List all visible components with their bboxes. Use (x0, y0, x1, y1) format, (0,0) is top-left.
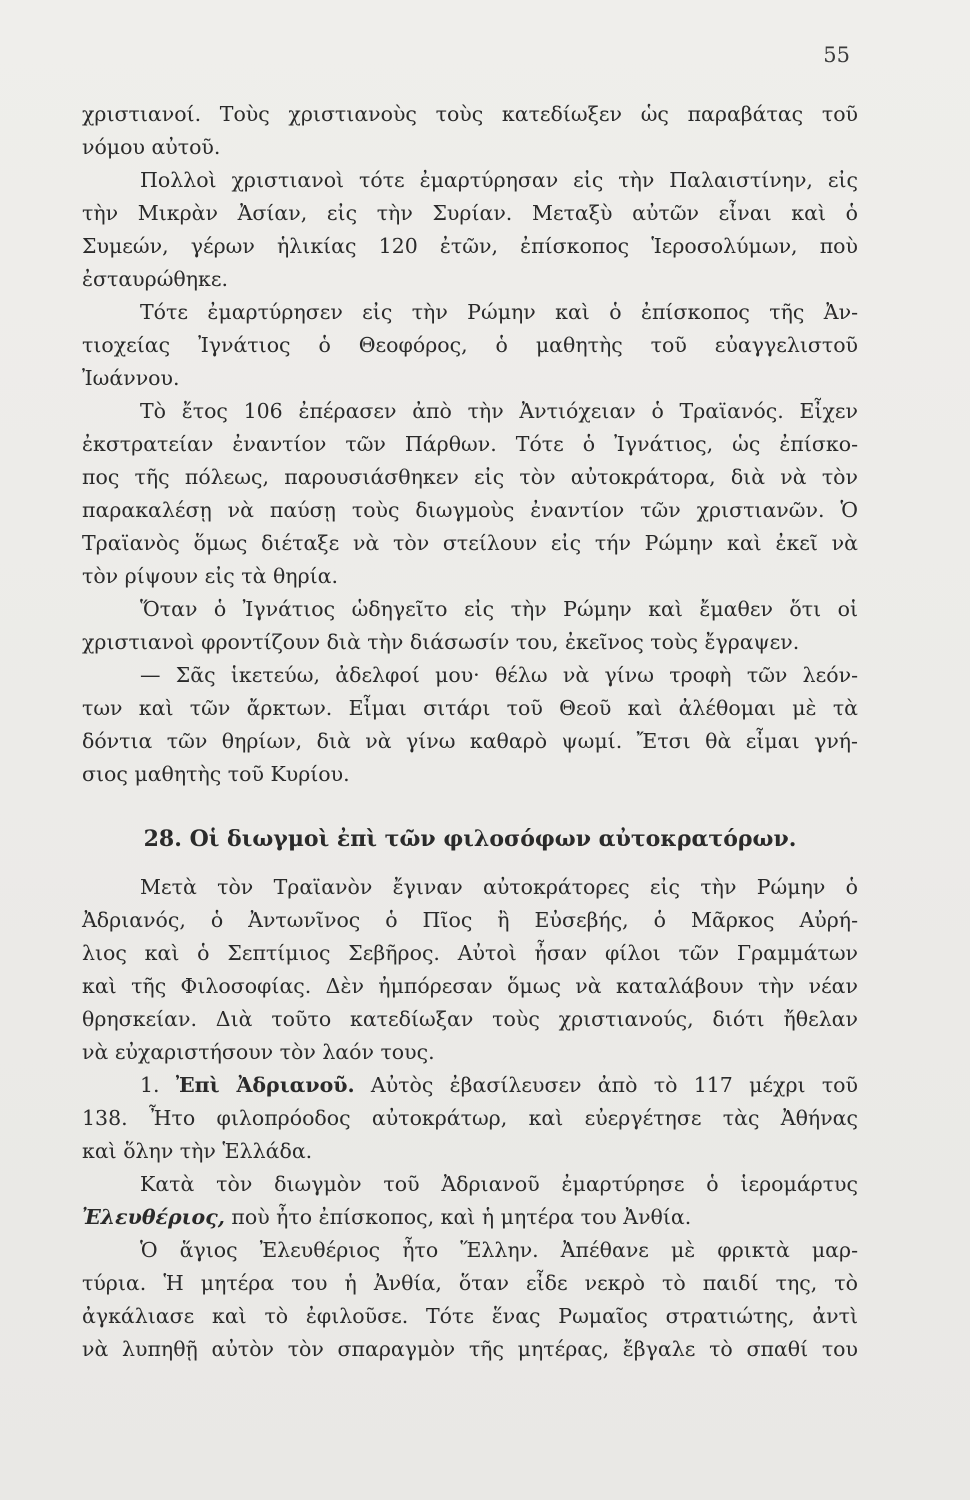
text-line: Κατὰ τὸν διωγμὸν τοῦ Ἀδριανοῦ ἐμαρτύρησε ὁ ἱερομάρτυς (140, 1172, 858, 1196)
text-run: ποὺ ἦτο ἐπίσκοπος, καὶ ἡ μητέρα του Ἀνθία. (224, 1205, 692, 1229)
text-line: — Σᾶς ἱκετεύω, ἀδελφοί μου· θέλω νὰ γίνω τροφὴ τῶν λεόν- (140, 663, 858, 687)
text-line: καὶ ὅλην τὴν Ἑλλάδα. (82, 1139, 313, 1163)
text-line: Ὁ ἅγιος Ἐλευθέριος ἦτο Ἕλλην. Ἀπέθανε μὲ φρικτὰ μαρ- (140, 1238, 858, 1262)
text-line: των καὶ τῶν ἄρκτων. Εἶμαι σιτάρι τοῦ Θεοῦ καὶ ἀλέθομαι μὲ τὰ (82, 696, 858, 720)
section-heading (82, 819, 858, 859)
text-run: Αὐτὸς ἐβασίλευσεν ἀπὸ τὸ 117 μέχρι τοῦ (354, 1073, 858, 1097)
spacer (82, 791, 858, 819)
text-line (82, 1201, 858, 1234)
text-line: νὰ λυπηθῇ αὐτὸν τὸν σπαραγμὸν τῆς μητέρας, ἔβγαλε τὸ σπαθί του (82, 1337, 858, 1361)
text-line: δόντια τῶν θηρίων, διὰ νὰ γίνω καθαρὸ ψωμί. Ἔτσι θὰ εἶμαι γνή- (82, 729, 858, 753)
emphasized-name: Ἐλευθέριος, (82, 1205, 225, 1229)
text-line: χριστιανοὶ φροντίζουν διὰ τὴν διάσωσίν του, ἐκεῖνος τοὺς ἔγραψεν. (82, 630, 800, 654)
text-line: ἐκστρατείαν ἐναντίον τῶν Πάρθων. Τότε ὁ Ἰγνάτιος, ὡς ἐπίσκο- (82, 432, 858, 456)
section-number: 28. (143, 826, 182, 852)
text-line: τὴν Μικρὰν Ἀσίαν, εἰς τὴν Συρίαν. Μεταξὺ αὐτῶν εἶναι καὶ ὁ (82, 201, 858, 225)
text-line: παρακαλέσῃ νὰ παύσῃ τοὺς διωγμοὺς ἐναντίον τῶν χριστιανῶν. Ὁ (82, 498, 858, 522)
text-line: τὸν ρίψουν εἰς τὰ θηρία. (82, 564, 339, 588)
text-line: λιος καὶ ὁ Σεπτίμιος Σεβῆρος. Αὐτοὶ ἦσαν φίλοι τῶν Γραμμάτων (82, 941, 858, 965)
text-line: χριστιανοί. Τοὺς χριστιανοὺς τοὺς κατεδίωξεν ὡς παραβάτας τοῦ (82, 102, 858, 126)
text-line: τιοχείας Ἰγνάτιος ὁ Θεοφόρος, ὁ μαθητὴς τοῦ εὐαγγελιστοῦ (82, 333, 858, 357)
text-line: σιος μαθητὴς τοῦ Κυρίου. (82, 762, 350, 786)
text-line: 138. Ἦτο φιλοπρόοδος αὐτοκράτωρ, καὶ εὐεργέτησε τὰς Ἀθήνας (82, 1106, 858, 1130)
text-line: νὰ εὐχαριστήσουν τὸν λαόν τους. (82, 1040, 435, 1064)
text-line: τύρια. Ἡ μητέρα του ἡ Ἀνθία, ὅταν εἶδε νεκρὸ τὸ παιδί της, τὸ (82, 1271, 858, 1295)
text-line: ἀγκάλιασε καὶ τὸ ἐφιλοῦσε. Τότε ἕνας Ρωμαῖος στρατιώτης, ἀντὶ (82, 1304, 858, 1328)
subsection-number: 1. (140, 1073, 160, 1097)
text-line: θρησκείαν. Διὰ τοῦτο κατεδίωξαν τοὺς χριστιανούς, διότι ἤθελαν (82, 1007, 858, 1031)
page-number: 55 (823, 43, 850, 67)
text-line: Ὅταν ὁ Ἰγνάτιος ὡδηγεῖτο εἰς τὴν Ρώμην καὶ ἔμαθεν ὅτι οἱ (140, 597, 858, 621)
text-line: Τραϊανὸς ὅμως διέταξε νὰ τὸν στείλουν εἰς τήν Ρώμην καὶ ἐκεῖ νὰ (82, 531, 858, 555)
text-line: ἐσταυρώθηκε. (82, 267, 228, 291)
text-line: Ἰωάννου. (82, 366, 180, 390)
text-line: Ἀδριανός, ὁ Ἀντωνῖνος ὁ Πῖος ἢ Εὐσεβής, ὁ Μᾶρκος Αὐρή- (82, 908, 858, 932)
text-line: καὶ τῆς Φιλοσοφίας. Δὲν ἠμπόρεσαν ὅμως νὰ καταλάβουν τὴν νέαν (82, 974, 858, 998)
text-line: Τὸ ἔτος 106 ἐπέρασεν ἀπὸ τὴν Ἀντιόχειαν ὁ Τραϊανός. Εἶχεν (140, 399, 858, 423)
text-line: πος τῆς πόλεως, παρουσιάσθηκεν εἰς τὸν αὐτοκράτορα, διὰ νὰ τὸν (82, 465, 858, 489)
text-line: νόμου αὐτοῦ. (82, 135, 221, 159)
text-line: Τότε ἐμαρτύρησεν εἰς τὴν Ρώμην καὶ ὁ ἐπίσκοπος τῆς Ἀν- (140, 300, 858, 324)
section-title: Οἱ διωγμοὶ ἐπὶ τῶν φιλοσόφων αὐτοκρατόρων. (189, 826, 797, 852)
text-line: Πολλοὶ χριστιανοὶ τότε ἐμαρτύρησαν εἰς τὴν Παλαιστίνην, εἰς (140, 168, 858, 192)
text-line (82, 1069, 858, 1102)
text-line: Συμεών, γέρων ἡλικίας 120 ἐτῶν, ἐπίσκοπος Ἱεροσολύμων, ποὺ (82, 234, 858, 258)
subsection-title: Ἐπὶ Ἀδριανοῦ. (175, 1073, 355, 1097)
text-line: Μετὰ τὸν Τραϊανὸν ἔγιναν αὐτοκράτορες εἰς τὴν Ρώμην ὁ (140, 875, 858, 899)
body-text (82, 98, 858, 1366)
